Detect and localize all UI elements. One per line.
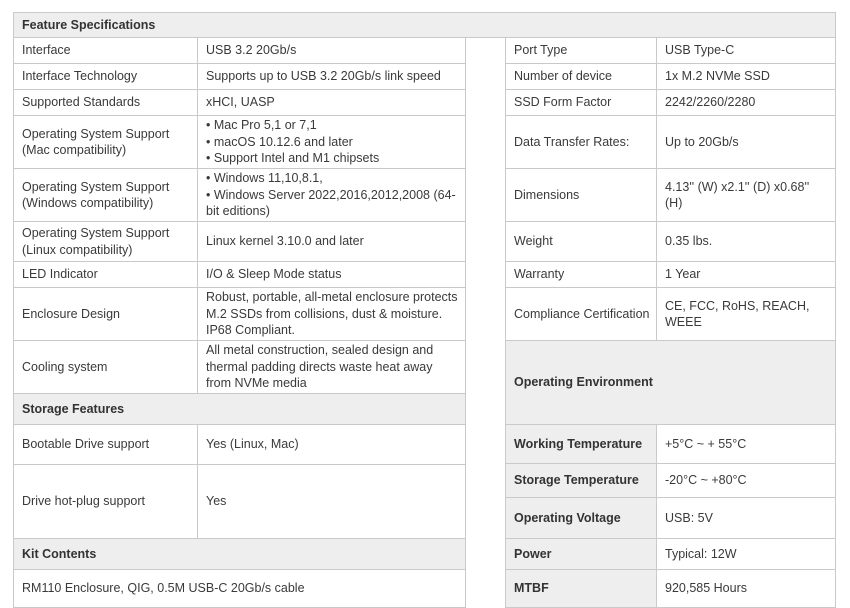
spec-label: Weight [506, 222, 657, 262]
spec-label: Interface [14, 38, 198, 64]
spec-value: Yes [198, 465, 466, 539]
column-gap [466, 465, 506, 498]
spec-label: Power [506, 539, 657, 570]
spec-value: Yes (Linux, Mac) [198, 425, 466, 465]
spec-label: Data Transfer Rates: [506, 116, 657, 169]
column-gap [466, 64, 506, 90]
table-title: Feature Specifications [14, 13, 836, 38]
spec-value: -20°C ~ +80°C [657, 464, 836, 498]
spec-label: Enclosure Design [14, 288, 198, 341]
column-gap [466, 539, 506, 570]
list-item: • Windows 11,10,8.1, [206, 170, 459, 187]
column-gap [466, 222, 506, 262]
spec-value: 1 Year [657, 262, 836, 288]
spec-label: Storage Temperature [506, 464, 657, 498]
column-gap [466, 570, 506, 608]
spec-label: Compliance Certification [506, 288, 657, 341]
column-gap [466, 262, 506, 288]
spec-label: LED Indicator [14, 262, 198, 288]
spec-label [14, 169, 198, 222]
spec-value: +5°C ~ + 55°C [657, 425, 836, 464]
list-item: • Mac Pro 5,1 or 7,1 [206, 117, 459, 134]
label-line: Operating System Support [22, 179, 170, 194]
table-row [14, 169, 836, 222]
spec-value: Linux kernel 3.10.0 and later [198, 222, 466, 262]
table-row [14, 222, 836, 262]
spec-value [198, 116, 466, 169]
spec-label: Supported Standards [14, 90, 198, 116]
spec-value: 920,585 Hours [657, 570, 836, 608]
label-line: (Mac compatibility) [22, 143, 127, 157]
spec-label: Working Temperature [506, 425, 657, 464]
list-item: • Windows Server 2022,2016,2012,2008 (64-bit editions) [206, 187, 459, 220]
spec-label: Drive hot-plug support [14, 465, 198, 539]
column-gap [466, 425, 506, 464]
spec-label: Number of device [506, 64, 657, 90]
spec-value: I/O & Sleep Mode status [198, 262, 466, 288]
table-row [14, 570, 836, 608]
column-gap [466, 90, 506, 116]
label-line: (Windows compatibility) [22, 196, 154, 210]
label-line: Operating System Support [22, 226, 170, 240]
spec-value: USB: 5V [657, 498, 836, 539]
spec-value: 0.35 lbs. [657, 222, 836, 262]
spec-label: Operating Voltage [506, 498, 657, 539]
table-row [14, 64, 836, 90]
column-gap [466, 394, 506, 425]
column-gap [466, 341, 506, 394]
spec-value [198, 169, 466, 222]
column-gap [466, 38, 506, 64]
section-header-operating-environment: Operating Environment [506, 341, 836, 425]
section-header-kit-contents: Kit Contents [14, 539, 466, 570]
table-row [14, 341, 836, 394]
spec-label: Dimensions [506, 169, 657, 222]
table-row [14, 90, 836, 116]
spec-value: Up to 20Gb/s [657, 116, 836, 169]
table-row [14, 262, 836, 288]
spec-label: SSD Form Factor [506, 90, 657, 116]
spec-value: USB 3.2 20Gb/s [198, 38, 466, 64]
spec-label: Port Type [506, 38, 657, 64]
spec-label: Bootable Drive support [14, 425, 198, 465]
table-row [14, 38, 836, 64]
column-gap [466, 498, 506, 539]
spec-label: Warranty [506, 262, 657, 288]
spec-value: CE, FCC, RoHS, REACH, WEEE [657, 288, 836, 341]
spec-value: USB Type-C [657, 38, 836, 64]
spec-value: Robust, portable, all-metal enclosure protects M.2 SSDs from collisions, dust & moisture. IP68 Compliant. [198, 288, 466, 341]
table-row [14, 288, 836, 341]
spec-value: Supports up to USB 3.2 20Gb/s link speed [198, 64, 466, 90]
spec-value: 2242/2260/2280 [657, 90, 836, 116]
spec-value: Typical: 12W [657, 539, 836, 570]
table-row [14, 116, 836, 169]
spec-label: Interface Technology [14, 64, 198, 90]
table-row [14, 539, 836, 570]
bullet-list [206, 170, 459, 220]
spec-label [14, 222, 198, 262]
spec-value: 4.13'' (W) x2.1'' (D) x0.68'' (H) [657, 169, 836, 222]
list-item: • macOS 10.12.6 and later [206, 134, 459, 151]
label-line: Operating System Support [22, 126, 170, 141]
table-row [14, 425, 836, 464]
spec-value: 1x M.2 NVMe SSD [657, 64, 836, 90]
spec-value: All metal construction, sealed design and thermal padding directs waste heat away from NVMe media [198, 341, 466, 394]
section-header-storage-features: Storage Features [14, 394, 466, 425]
spec-table [13, 12, 836, 608]
label-line: (Linux compatibility) [22, 242, 133, 257]
column-gap [466, 169, 506, 222]
spec-label: MTBF [506, 570, 657, 608]
spec-label: Cooling system [14, 341, 198, 394]
spec-label [14, 116, 198, 169]
column-gap [466, 288, 506, 341]
kit-contents-value: RM110 Enclosure, QIG, 0.5M USB-C 20Gb/s cable [14, 570, 466, 608]
list-item: • Support Intel and M1 chipsets [206, 150, 459, 167]
bullet-list [206, 117, 459, 167]
spec-value: xHCI, UASP [198, 90, 466, 116]
column-gap [466, 116, 506, 169]
